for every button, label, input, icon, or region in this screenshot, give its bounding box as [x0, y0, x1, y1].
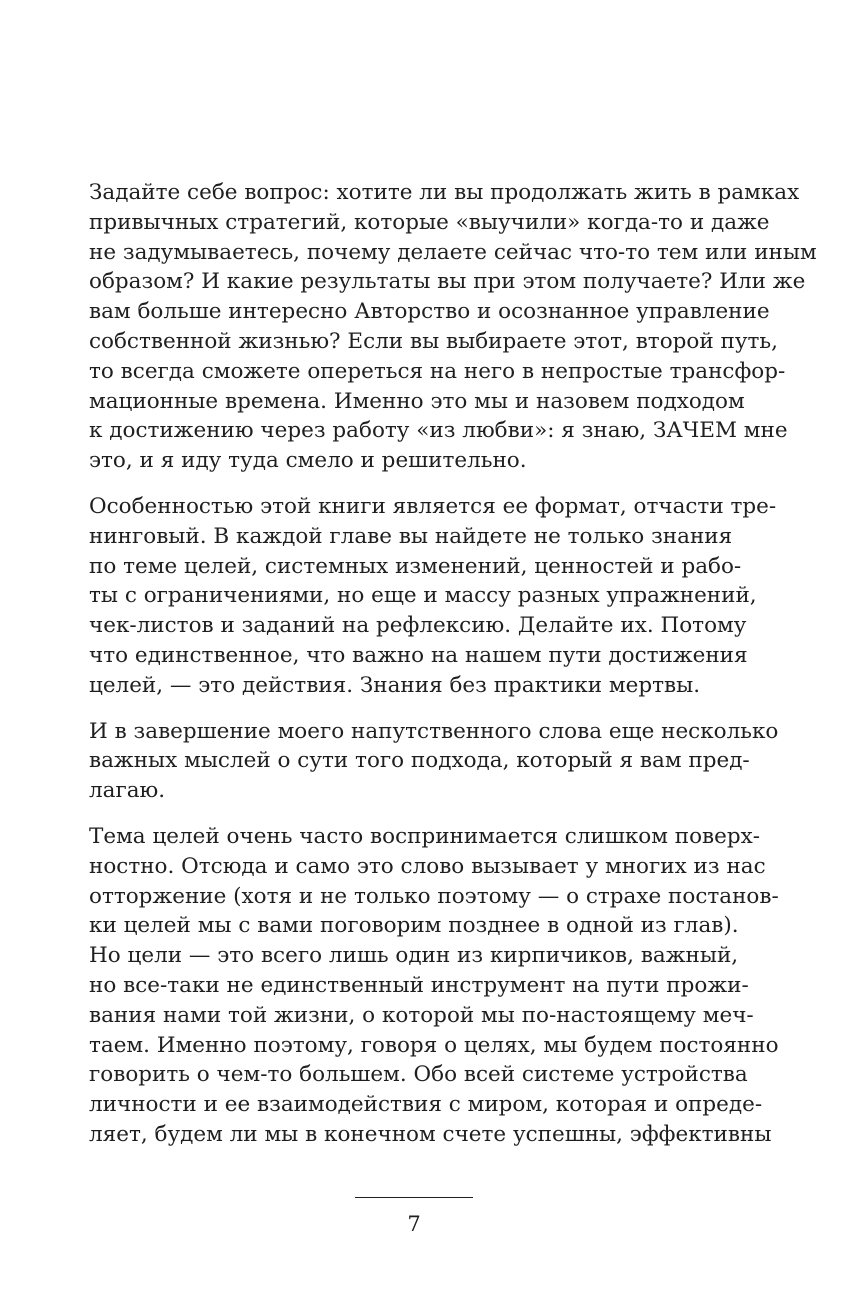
text-line: ностно. Отсюда и само это слово вызывает у многих из нас: [89, 853, 766, 879]
paragraph-4: [89, 822, 779, 1150]
paragraph-1: [89, 178, 817, 476]
text-line: И в завершение моего напутственного слова еще несколько: [89, 718, 779, 744]
page-number: 7: [407, 1212, 421, 1236]
text-line: собственной жизнью? Если вы выбираете этот, второй путь,: [89, 328, 778, 354]
text-line: к достижению через работу «из любви»: я знаю, ЗАЧЕМ мне: [89, 418, 788, 444]
body-text: [89, 178, 817, 1166]
text-line: лагаю.: [89, 778, 166, 804]
text-line: личности и ее взаимодействия с миром, которая и опреде-: [89, 1092, 763, 1118]
text-line: Задайте себе вопрос: хотите ли вы продолжать жить в рамках: [89, 180, 800, 205]
text-line: нинговый. В каждой главе вы найдете не только знания: [89, 523, 733, 549]
text-line: Особенностью этой книги является ее формат, отчасти тре-: [89, 493, 777, 519]
text-line: что единственное, что важно на нашем пути достижения: [89, 642, 748, 668]
text-line: отторжение (хотя и не только поэтому — о страхе постанов-: [89, 883, 779, 909]
text-line: вам больше интересно Авторство и осознанное управление: [89, 299, 770, 325]
paragraph-3: [89, 717, 779, 806]
text-line: целей, — это действия. Знания без практики мертвы.: [89, 672, 701, 698]
text-line: чек-листов и заданий на рефлексию. Делайте их. Потому: [89, 613, 747, 639]
text-line: говорить о чем-то большем. Обо всей системе устройства: [89, 1062, 748, 1088]
text-line: это, и я иду туда смело и решительно.: [89, 448, 527, 474]
text-line: ки целей мы с вами поговорим позднее в одной из глав).: [89, 913, 739, 939]
text-line: мационные времена. Именно это мы и назовем подходом: [89, 388, 745, 414]
text-line: то всегда сможете опереться на него в непростые трансфор-: [89, 358, 786, 384]
text-line: вания нами той жизни, о которой мы по-настоящему меч-: [89, 1002, 754, 1028]
text-line: ляет, будем ли мы в конечном счете успешны, эффективны: [89, 1121, 772, 1147]
paragraph-2: [89, 492, 777, 701]
footer-rule: [355, 1197, 473, 1198]
text-line: не задумываетесь, почему делаете сейчас что-то тем или иным: [89, 239, 817, 265]
text-line: образом? И какие результаты вы при этом получаете? Или же: [89, 269, 806, 295]
text-line: привычных стратегий, которые «выучили» когда-то и даже: [89, 209, 770, 235]
text-line: важных мыслей о сути того подхода, который я вам пред-: [89, 748, 750, 774]
text-line: но все-таки не единственный инструмент на пути прожи-: [89, 972, 749, 998]
text-line: Но цели — это всего лишь один из кирпичиков, важный,: [89, 943, 739, 969]
text-line: по теме целей, системных изменений, ценностей и рабо-: [89, 553, 742, 579]
text-line: Тема целей очень часто воспринимается слишком поверх-: [89, 823, 761, 849]
text-line: таем. Именно поэтому, говоря о целях, мы будем постоянно: [89, 1032, 779, 1058]
text-line: ты с ограничениями, но еще и массу разных упражнений,: [89, 583, 757, 609]
